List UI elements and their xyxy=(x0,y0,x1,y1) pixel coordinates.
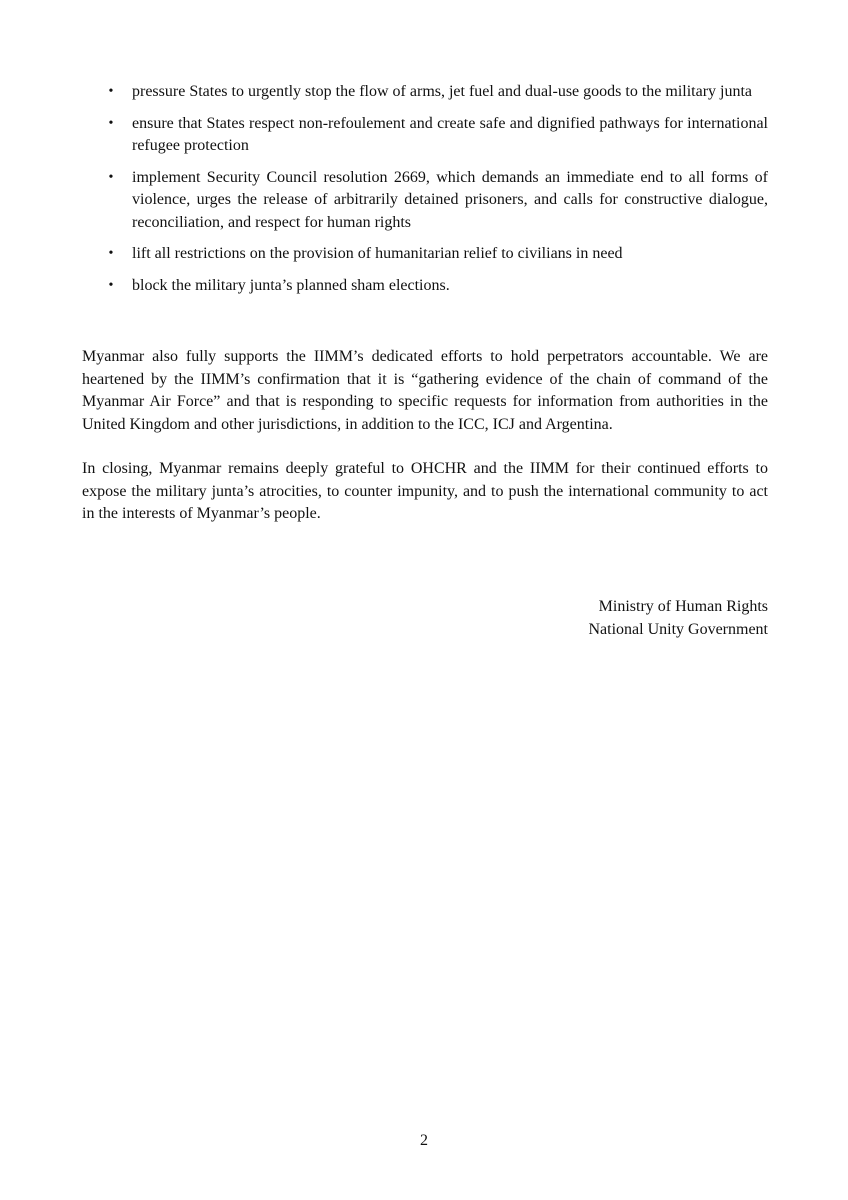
bullet-icon: • xyxy=(108,246,114,261)
bullet-icon: • xyxy=(108,115,114,131)
signature-government: National Unity Government xyxy=(588,620,768,638)
bullet-icon: • xyxy=(108,84,114,99)
list-item-text: lift all restrictions on the provision of humanitarian relief to civilians in need xyxy=(132,245,623,262)
list-item-text: pressure States to urgently stop the flow of arms, jet fuel and dual-use goods to the military junta xyxy=(132,83,753,100)
recommendations-list xyxy=(82,81,768,306)
paragraph-closing: In closing, Myanmar remains deeply grateful to OHCHR and the IIMM for their continued efforts to expose the military junta’s atrocities, to counter impunity, and to push the international community to act in the interests of Myanmar’s people. xyxy=(82,460,768,522)
signature-block xyxy=(588,596,768,641)
list-item-text: block the military junta’s planned sham elections. xyxy=(132,276,450,294)
list-item xyxy=(82,81,768,104)
list-item xyxy=(82,243,768,266)
list-item xyxy=(82,167,768,235)
page-number: 2 xyxy=(420,1132,428,1149)
list-item-text: ensure that States respect non-refoulement and create safe and dignified pathways for international refugee protection xyxy=(132,114,768,154)
list-item xyxy=(82,275,768,298)
bullet-icon: • xyxy=(108,277,114,293)
signature-ministry: Ministry of Human Rights xyxy=(598,598,768,615)
list-item-text: implement Security Council resolution 2669, which demands an immediate end to all forms of violence, urges the release of arbitrarily detained prisoners, and calls for constructive dialogue, reconciliation, and respect for human rights xyxy=(132,168,768,231)
paragraph-iimm-support: Myanmar also fully supports the IIMM’s dedicated efforts to hold perpetrators accountable. We are heartened by the IIMM’s confirmation that it is “gathering evidence of the chain of command of the Myanmar Air Force” and that is responding to specific requests for information from authorities in the United Kingdom and other jurisdictions, in addition to the ICC, ICJ and Argentina. xyxy=(82,348,768,433)
list-item xyxy=(82,113,768,158)
bullet-icon: • xyxy=(108,169,114,185)
